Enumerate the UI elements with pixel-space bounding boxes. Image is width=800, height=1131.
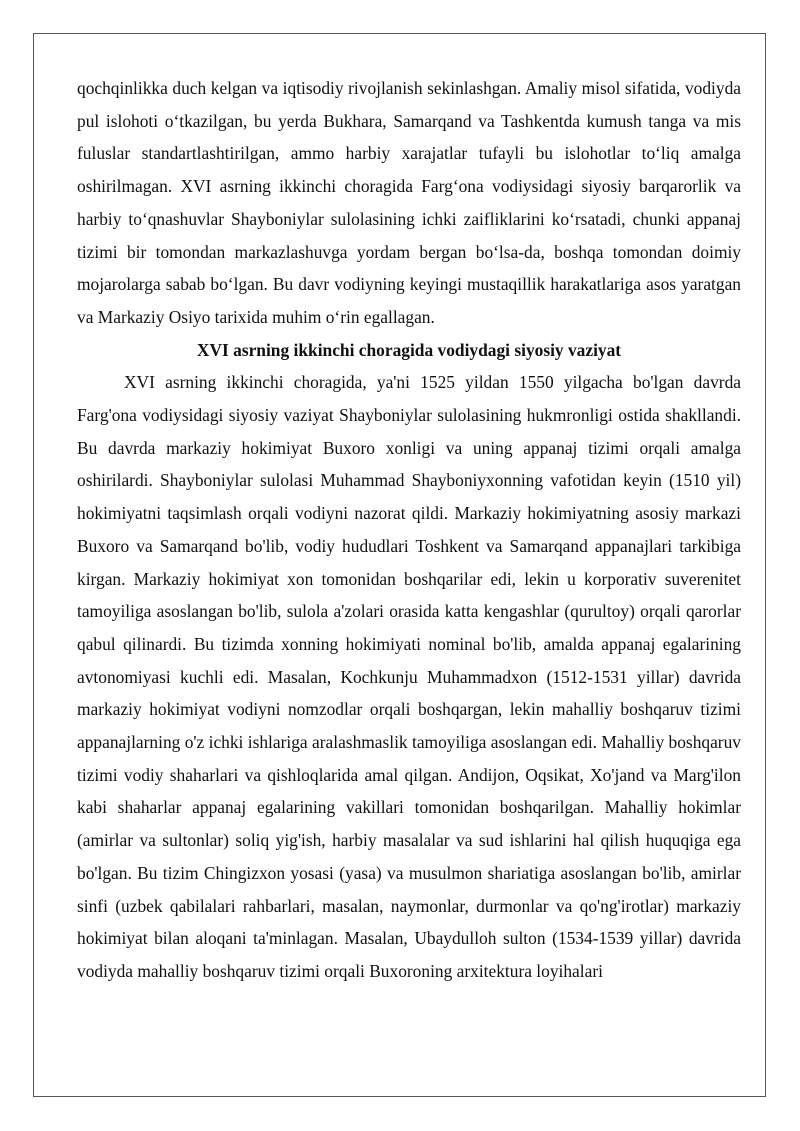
paragraph-body: XVI asrning ikkinchi choragida, ya'ni 1525 yildan 1550 yilgacha bo'lgan davrda Farg'ona vodiysidagi siyosiy vaziyat Shayboniylar sulolasining hukmronligi ostida shakllandi. Bu davrda markaziy hokimiyat Buxoro xonligi va uning appanaj tizimi orqali amalga oshirilardi. Shayboniylar sulolasi Muhammad Shayboniyxonning vafotidan keyin (1510 yil) hokimiyatni taqsimlash orqali vodiyni nazorat qildi. Markaziy hokimiyatning asosiy markazi Buxoro va Samarqand bo'lib, vodiy hududlari Toshkent va Samarqand appanajlari tarkibiga kirgan. Markaziy hokimiyat xon tomonidan boshqarilar edi, lekin u korporativ suverenitet tamoyiliga asoslangan bo'lib, sulola a'zolari orasida katta kengashlar (qurultoy) orqali qarorlar qabul qilinardi. Bu tizimda xonning hokimiyati nominal bo'lib, amalda appanaj egalarining avtonomiyasi kuchli edi. Masalan, Kochkunju Muhammadxon (1512-1531 yillar) davrida markaziy hokimiyat vodiyni nomzodlar orqali boshqargan, lekin mahalliy boshqaruv tizimi appanajlarning o'z ichki ishlariga aralashmaslik tamoyiliga asoslangan edi. Mahalliy boshqaruv tizimi vodiy shaharlari va qishloqlarida amal qilgan. Andijon, Oqsikat, Xo'jand va Marg'ilon kabi shaharlar appanaj egalarining vakillari tomonidan boshqarilgan. Mahalliy hokimlar (amirlar va sultonlar) soliq yig'ish, harbiy masalalar va sud ishlarini hal qilish huquqiga ega bo'lgan. Bu tizim Chingizxon yosasi (yasa) va musulmon shariatiga asoslangan bo'lib, amirlar sinfi (uzbek qabilalari rahbarlari, masalan, naymonlar, durmonlar va qo'ng'irotlar) markaziy hokimiyat bilan aloqani ta'minlagan. Masalan, Ubaydulloh sulton (1534-1539 yillar) davrida vodiyda mahalliy boshqaruv tizimi orqali Buxoroning arxitektura loyihalari (77, 372, 741, 981)
document-body (77, 72, 741, 988)
section-heading: XVI asrning ikkinchi choragida vodiydagi siyosiy vaziyat (196, 339, 622, 360)
paragraph-continuation: qochqinlikka duch kelgan va iqtisodiy rivojlanish sekinlashgan. Amaliy misol sifatida, vodiyda pul islohoti o‘tkazilgan, bu yerda Bukhara, Samarqand va Tashkentda kumush tanga va mis fuluslar standartlashtirilgan, ammo harbiy xarajatlar tufayli bu islohotlar to‘liq amalga oshirilmagan. XVI asrning ikkinchi choragida Farg‘ona vodiysidagi siyosiy barqarorlik va harbiy to‘qnashuvlar Shayboniylar sulolasining ichki zaifliklarini ko‘rsatadi, chunki appanaj tizimi bir tomondan markazlashuvga yordam bergan bo‘lsa-da, boshqa tomondan doimiy mojarolarga sabab bo‘lgan. Bu davr vodiyning keyingi mustaqillik harakatlariga asos yaratgan va Markaziy Osiyo tarixida muhim o‘rin egallagan. (77, 78, 741, 327)
